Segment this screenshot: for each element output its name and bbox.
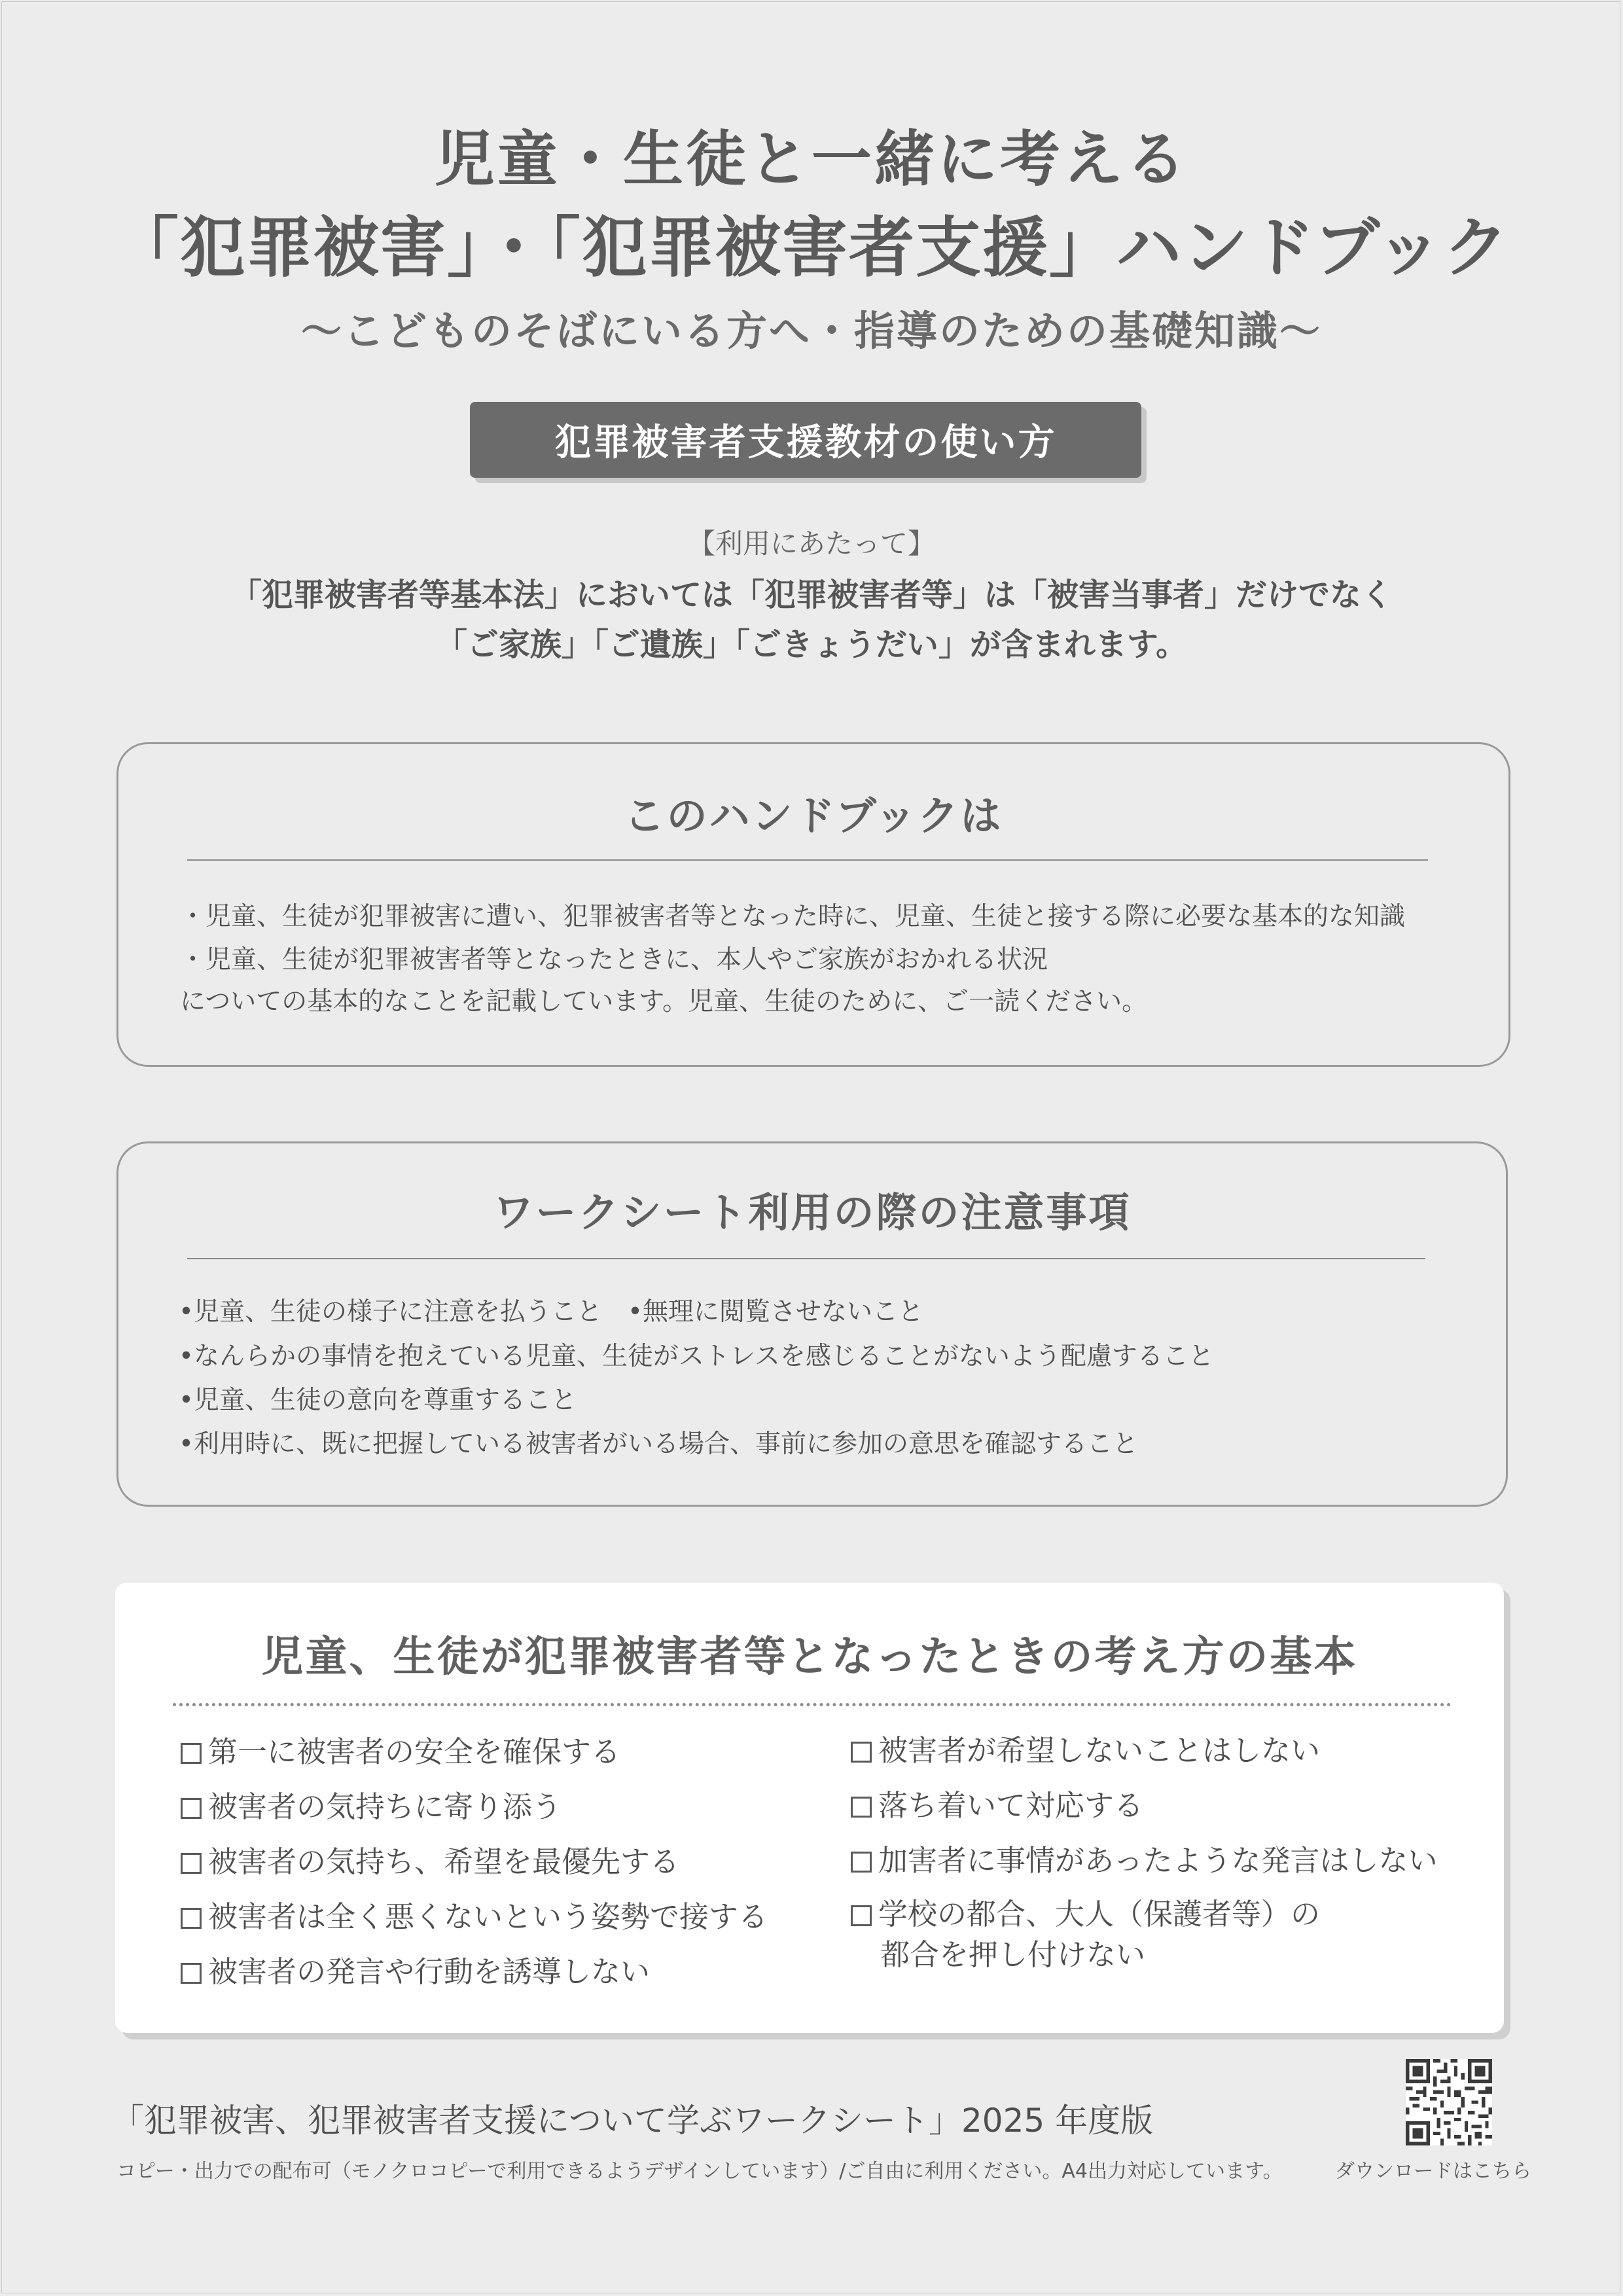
- worksheet-line-1: •児童、生徒の様子に注意を払うこと •無理に閲覧させないこと: [179, 1297, 924, 1327]
- worksheet-line-2: •なんらかの事情を抱えている児童、生徒がストレスを感じることがないよう配慮すること: [179, 1342, 1214, 1371]
- usage-line-1: 「犯罪被害者等基本法」においては「犯罪被害者等」は「被害当事者」だけでなく: [230, 577, 1393, 613]
- checkbox-icon: [851, 1797, 872, 1818]
- checkbox-icon: [181, 1853, 202, 1874]
- basics-left-item-3: 被害者の気持ち、希望を最優先する: [181, 1842, 679, 1882]
- usage-label-banner: 犯罪被害者支援教材の使い方: [470, 402, 1141, 478]
- basics-left-item-2: 被害者の気持ちに寄り添う: [181, 1787, 562, 1827]
- subtitle: 〜こどものそばにいる方へ・指導のための基礎知識〜: [300, 307, 1322, 355]
- basics-left-item-5: 被害者の発言や行動を誘導しない: [181, 1952, 650, 1992]
- checkbox-icon: [181, 1798, 202, 1819]
- basics-right-item-2: 落ち着いて対応する: [851, 1785, 1143, 1826]
- basics-right-item-3: 加害者に事情があったような発言はしない: [851, 1840, 1438, 1881]
- handbook-box: [116, 742, 1510, 1067]
- footer-title: 「犯罪被害、犯罪被害者支援について学ぶワークシート」2025 年度版: [111, 2102, 1154, 2140]
- handbook-box-title: このハンドブックは: [624, 792, 1003, 840]
- basics-left-item-1: 第一に被害者の安全を確保する: [181, 1732, 620, 1772]
- title-line-1: 児童・生徒と一緒に考える: [434, 124, 1188, 194]
- checkbox-icon: [851, 1905, 872, 1926]
- download-label: ダウンロードはこちら: [1335, 2160, 1531, 2183]
- worksheet-box-title: ワークシート利用の際の注意事項: [493, 1189, 1132, 1236]
- usage-heading: 【利用にあたって】: [687, 528, 935, 560]
- handbook-line-3: についての基本的なことを記載しています。児童、生徒のために、ご一読ください。: [180, 987, 1148, 1016]
- basics-right-item-4: 学校の都合、大人（保護者等）の 都合を押し付けない: [851, 1894, 1320, 1975]
- checkbox-icon: [181, 1743, 202, 1764]
- worksheet-line-4: •利用時に、既に把握している被害者がいる場合、事前に参加の意思を確認すること: [179, 1429, 1139, 1459]
- title-line-2: 「犯罪被害」・「犯罪被害者支援」ハンドブック: [113, 209, 1510, 286]
- basics-card-divider: [173, 1703, 1452, 1706]
- worksheet-line-3: •児童、生徒の意向を尊重すること: [179, 1386, 577, 1415]
- checkbox-icon: [181, 1908, 202, 1929]
- qr-code-icon[interactable]: [1406, 2059, 1492, 2145]
- handbook-line-1: ・児童、生徒が犯罪被害に遭い、犯罪被害者等となった時に、児童、生徒と接する際に必要な基本的な知識: [180, 902, 1406, 931]
- basics-card: [115, 1583, 1504, 2033]
- checkbox-icon: [181, 1963, 202, 1984]
- basics-right-item-4-continued: 都合を押し付けない: [880, 1937, 1146, 1972]
- usage-line-2: 「ご家族」「ご遺族」「ごきょうだい」が含まれます。: [435, 626, 1188, 663]
- worksheet-notes-box: [116, 1141, 1508, 1507]
- basics-right-item-1: 被害者が希望しないことはしない: [851, 1731, 1320, 1771]
- footer-note: コピー・出力での配布可（モノクロコピーで利用できるようデザインしています）/ご自由に利用ください。A4出力対応しています。: [116, 2160, 1283, 2183]
- handbook-box-divider: [187, 859, 1428, 861]
- handbook-line-2: ・児童、生徒が犯罪被害者等となったときに、本人やご家族がおかれる状況: [180, 945, 1048, 975]
- checkbox-icon: [851, 1852, 872, 1873]
- checkbox-icon: [851, 1742, 872, 1763]
- worksheet-box-divider: [187, 1258, 1425, 1259]
- basics-left-item-4: 被害者は全く悪くないという姿勢で接する: [181, 1897, 768, 1937]
- basics-card-title: 児童、生徒が犯罪被害者等となったときの考え方の基本: [261, 1633, 1358, 1681]
